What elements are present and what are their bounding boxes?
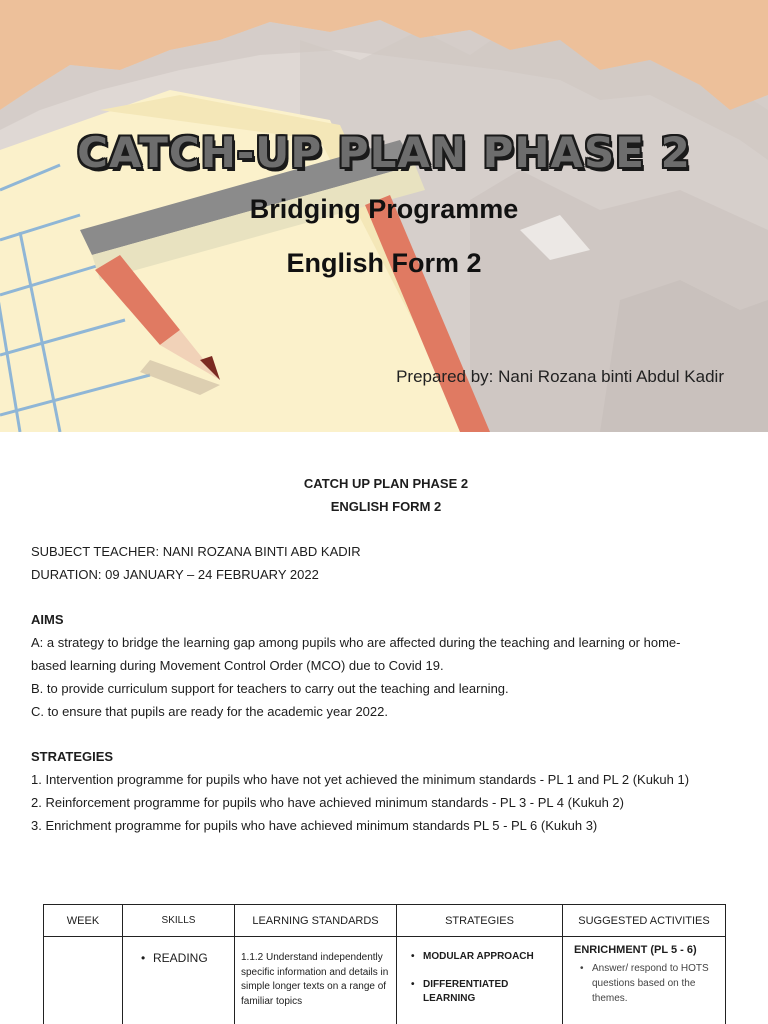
cell-strategies [397,937,563,1024]
activity-item: • Answer/ respond to HOTS questions based on the themes. [574,961,721,1006]
header-strategies: STRATEGIES [397,905,563,937]
cell-learning-standard: 1.1.2 Understand independently specific information and details in simple longer texts on a range of familiar topics [235,937,397,1024]
cover-subtitle: Bridging Programme [249,194,519,224]
activity-heading: ENRICHMENT (PL 5 - 6) [574,944,697,956]
plan-table [43,904,726,1024]
header-suggested-activities: SUGGESTED ACTIVITIES [563,905,726,937]
table-row [44,937,726,1024]
strategy-item: • MODULAR APPROACH [411,950,558,964]
cover-banner [0,0,768,432]
aims-line: B. to provide curriculum support for teachers to carry out the teaching and learning. [31,681,509,696]
aims-line: based learning during Movement Control Order (MCO) due to Covid 19. [31,658,444,673]
header-skills: SKILLS [123,905,235,937]
doc-heading-2: ENGLISH FORM 2 [330,499,442,514]
document-body [31,472,741,837]
strategy-line: 2. Reinforcement programme for pupils who have achieved minimum standards - PL 3 - PL 4 (Kukuh 2) [31,795,624,810]
table-header-row [44,905,726,937]
subject-teacher: SUBJECT TEACHER: NANI ROZANA BINTI ABD KADIR [31,544,361,559]
strategy-item: • DIFFERENTIATED LEARNING [411,978,558,1006]
strategy-line: 1. Intervention programme for pupils who have not yet achieved the minimum standards - PL 1 and PL 2 (Kukuh 1) [31,772,690,787]
aims-line: C. to ensure that pupils are ready for the academic year 2022. [31,704,388,719]
duration: DURATION: 09 JANUARY – 24 FEBRUARY 2022 [31,567,319,582]
cover-subtitle-form: English Form 2 [286,248,482,278]
aims-line: A: a strategy to bridge the learning gap among pupils who are affected during the teaching and learning or home- [31,635,681,650]
strategy-line: 3. Enrichment programme for pupils who have achieved minimum standards PL 5 - PL 6 (Kukuh 3) [31,818,598,833]
skill-item: • READING [141,951,234,965]
aims-heading: AIMS [31,612,64,627]
cell-skills [123,937,235,1024]
cover-title: CATCH-UP PLAN PHASE 2 [77,128,691,177]
header-learning-standards: LEARNING STANDARDS [235,905,397,937]
strategies-heading: STRATEGIES [31,749,114,764]
header-week: WEEK [44,905,123,937]
doc-heading-1: CATCH UP PLAN PHASE 2 [303,476,469,491]
cell-week [44,937,123,1024]
prepared-by: Prepared by: Nani Rozana binti Abdul Kadir [396,367,724,386]
cell-activities [563,937,726,1024]
